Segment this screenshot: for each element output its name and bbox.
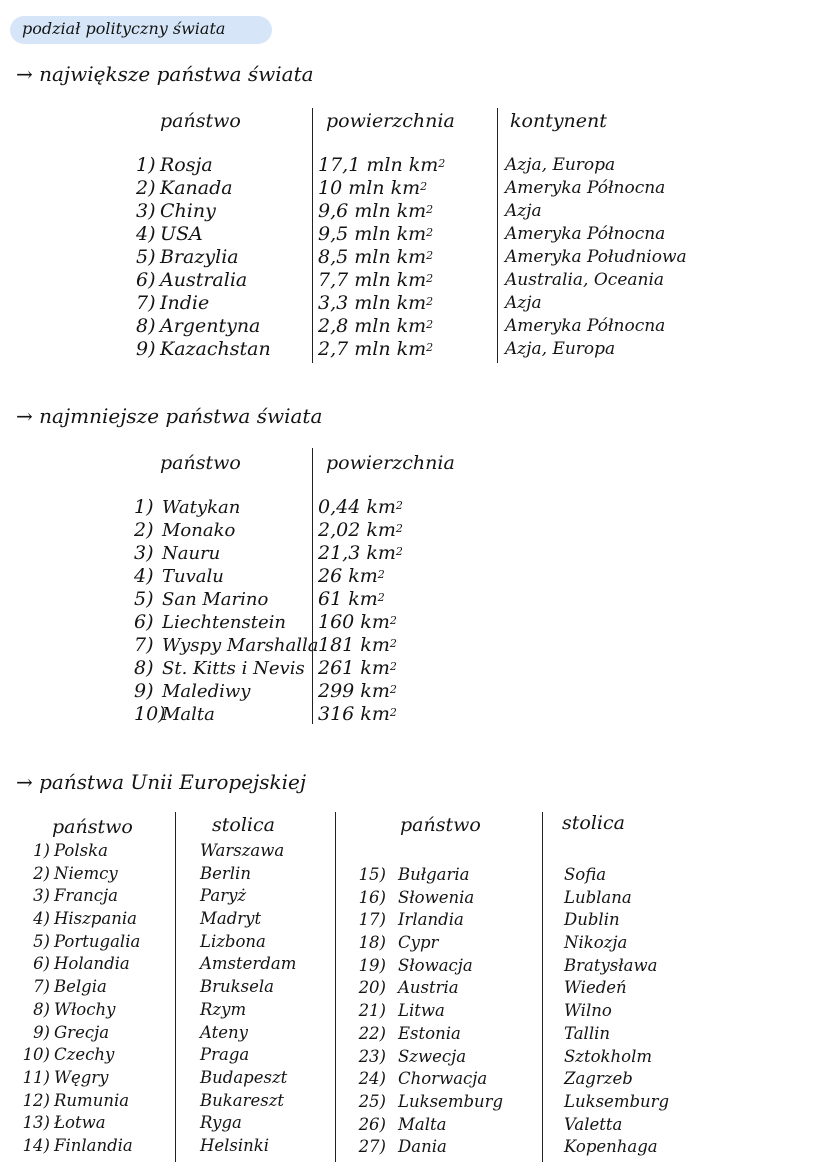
country-area: 316 $km^2$ <box>318 703 397 725</box>
capital-name: Bratysława <box>564 955 658 975</box>
eu-left-countries <box>54 840 140 1158</box>
largest-numbers <box>136 154 156 361</box>
row-number: 4) <box>136 223 156 245</box>
country-name: USA <box>160 223 203 245</box>
row-number: 2) <box>136 177 156 199</box>
country-name: Watykan <box>162 497 241 518</box>
eu-left-numbers <box>10 840 50 1158</box>
country-area: 299 $km^2$ <box>318 680 397 702</box>
country-name: Malta <box>398 1114 447 1134</box>
country-name: Polska <box>54 841 108 860</box>
country-name: Rumunia <box>54 1090 130 1110</box>
eu-right-numbers <box>348 864 386 1159</box>
country-continent: Azja <box>505 201 542 221</box>
largest-countries <box>160 154 271 361</box>
row-number: 14) <box>22 1135 50 1155</box>
eu-header-country-right: państwo <box>400 814 481 836</box>
capital-name: Sofia <box>564 865 607 884</box>
row-number: 1) <box>33 841 50 860</box>
country-name: Włochy <box>54 999 116 1019</box>
row-number: 21) <box>358 1001 386 1021</box>
country-continent: Ameryka Południowa <box>505 247 687 267</box>
country-continent: Azja, Europa <box>505 155 616 175</box>
row-number: 5) <box>136 246 156 268</box>
capital-name: Luksemburg <box>564 1091 670 1111</box>
country-name: Liechtenstein <box>162 612 286 633</box>
capital-name: Wiedeń <box>564 978 627 998</box>
country-area: 10 mln $km^2$ <box>318 177 428 199</box>
eu-right-countries <box>398 864 503 1159</box>
country-name: Argentyna <box>160 315 261 337</box>
row-number: 19) <box>358 955 386 975</box>
country-name: Nauru <box>162 543 221 564</box>
country-area: 17,1 mln $km^2$ <box>318 154 446 176</box>
capital-name: Sztokholm <box>564 1046 653 1066</box>
largest-header-area: powierzchnia <box>326 110 455 132</box>
country-area: 160 $km^2$ <box>318 611 397 633</box>
country-area: 21,3 $km^2$ <box>318 542 403 564</box>
smallest-numbers <box>134 496 166 726</box>
row-number: 1) <box>134 496 154 518</box>
country-name: Estonia <box>398 1023 461 1043</box>
largest-heading: → największe państwa świata <box>16 62 314 86</box>
country-area: 9,6 mln $km^2$ <box>318 200 434 222</box>
row-number: 18) <box>358 933 386 953</box>
country-name: Tuvalu <box>162 566 224 587</box>
country-continent: Azja, Europa <box>505 339 616 359</box>
row-number: 8) <box>136 315 156 337</box>
country-continent: Ameryka Północna <box>505 178 666 198</box>
country-name: Łotwa <box>54 1113 106 1133</box>
row-number: 16) <box>358 887 386 907</box>
eu-column-divider-2 <box>335 812 336 1162</box>
country-name: Malediwy <box>162 681 251 702</box>
capital-name: Valetta <box>564 1114 623 1134</box>
row-number: 23) <box>358 1046 386 1066</box>
row-number: 7) <box>136 292 156 314</box>
row-number: 2) <box>33 863 50 883</box>
largest-header-country: państwo <box>160 110 241 132</box>
largest-column-divider-1 <box>312 108 313 363</box>
eu-header-country-left: państwo <box>52 816 133 838</box>
row-number: 7) <box>33 977 50 997</box>
country-name: Niemcy <box>54 863 118 883</box>
smallest-header-country: państwo <box>160 452 241 474</box>
country-area: 261 $km^2$ <box>318 657 397 679</box>
country-area: 7,7 mln $km^2$ <box>318 269 434 291</box>
row-number: 1) <box>136 154 156 176</box>
eu-heading: → państwa Unii Europejskiej <box>16 770 307 794</box>
row-number: 15) <box>358 865 386 884</box>
country-name: Hiszpania <box>54 909 137 929</box>
capital-name: Paryż <box>200 886 247 906</box>
page-title: podział polityczny świata <box>22 19 226 38</box>
smallest-header-area: powierzchnia <box>326 452 455 474</box>
eu-header-capital-left: stolica <box>212 814 275 836</box>
country-area: 2,8 mln $km^2$ <box>318 315 434 337</box>
country-name: Luksemburg <box>398 1091 504 1111</box>
country-name: Belgia <box>54 977 107 997</box>
largest-column-divider-2 <box>497 108 498 363</box>
row-number: 9) <box>33 1022 50 1042</box>
country-name: Holandia <box>54 954 130 974</box>
country-continent: Ameryka Północna <box>505 316 666 336</box>
eu-column-divider-3 <box>542 812 543 1162</box>
capital-name: Zagrzeb <box>564 1069 633 1089</box>
capital-name: Tallin <box>564 1023 611 1043</box>
country-name: Chorwacja <box>398 1069 488 1089</box>
country-name: Wyspy Marshalla <box>162 635 319 656</box>
country-continent: Azja <box>505 293 542 313</box>
country-name: Węgry <box>54 1067 109 1087</box>
row-number: 9) <box>134 680 154 702</box>
capital-name: Wilno <box>564 1001 612 1021</box>
country-name: Australia <box>160 269 248 291</box>
capital-name: Berlin <box>200 863 251 883</box>
eu-column-divider-1 <box>175 812 176 1162</box>
capital-name: Nikozja <box>564 933 628 953</box>
country-area: 0,44 $km^2$ <box>318 496 403 518</box>
row-number: 17) <box>358 910 386 930</box>
row-number: 22) <box>358 1023 386 1043</box>
capital-name: Rzym <box>200 999 247 1019</box>
country-name: Czechy <box>54 1045 115 1065</box>
country-name: Malta <box>162 704 215 725</box>
row-number: 3) <box>136 200 156 222</box>
country-name: Cypr <box>398 933 439 953</box>
row-number: 10) <box>22 1045 50 1065</box>
country-name: Austria <box>398 978 459 998</box>
capital-name: Lublana <box>564 887 632 907</box>
largest-continents <box>505 154 687 361</box>
row-number: 8) <box>134 657 154 679</box>
largest-header-continent: kontynent <box>510 110 607 132</box>
row-number: 25) <box>358 1091 386 1111</box>
row-number: 20) <box>358 978 386 998</box>
country-area: 3,3 mln $km^2$ <box>318 292 434 314</box>
row-number: 13) <box>22 1113 50 1133</box>
country-area: 61 $km^2$ <box>318 588 385 610</box>
country-name: Bułgaria <box>398 865 470 884</box>
row-number: 26) <box>358 1114 386 1134</box>
capital-name: Madryt <box>200 909 262 929</box>
country-name: Irlandia <box>398 910 464 930</box>
country-name: Słowacja <box>398 955 473 975</box>
country-name: Rosja <box>160 154 213 176</box>
capital-name: Lizbona <box>200 931 266 951</box>
country-continent: Australia, Oceania <box>505 270 665 290</box>
country-name: Kazachstan <box>160 338 271 360</box>
country-continent: Ameryka Północna <box>505 224 666 244</box>
capital-name: Dublin <box>564 910 620 930</box>
row-number: 6) <box>136 269 156 291</box>
country-name: Indie <box>160 292 210 314</box>
country-name: Brazylia <box>160 246 239 268</box>
country-name: Portugalia <box>54 931 141 951</box>
country-name: Finlandia <box>54 1135 133 1155</box>
country-name: Monako <box>162 520 236 541</box>
row-number: 3) <box>33 886 50 906</box>
country-name: Grecja <box>54 1022 110 1042</box>
capital-name: Budapeszt <box>200 1067 288 1087</box>
eu-header-capital-right: stolica <box>562 812 625 834</box>
smallest-areas <box>318 496 403 726</box>
row-number: 4) <box>134 565 154 587</box>
country-name: Chiny <box>160 200 216 222</box>
row-number: 27) <box>358 1137 386 1157</box>
row-number: 2) <box>134 519 154 541</box>
country-name: St. Kitts i Nevis <box>162 658 305 679</box>
country-area: 181 $km^2$ <box>318 634 397 656</box>
country-area: 2,7 mln $km^2$ <box>318 338 434 360</box>
capital-name: Helsinki <box>200 1135 270 1155</box>
country-area: 2,02 $km^2$ <box>318 519 403 541</box>
row-number: 4) <box>33 909 50 929</box>
country-name: Kanada <box>160 177 233 199</box>
row-number: 11) <box>22 1067 50 1087</box>
country-name: San Marino <box>162 589 269 610</box>
row-number: 3) <box>134 542 154 564</box>
capital-name: Kopenhaga <box>564 1137 658 1157</box>
country-area: 26 $km^2$ <box>318 565 385 587</box>
smallest-countries <box>162 496 319 726</box>
row-number: 9) <box>136 338 156 360</box>
largest-areas <box>318 154 445 361</box>
capital-name: Bukareszt <box>200 1090 285 1110</box>
row-number: 10) <box>134 703 166 725</box>
capital-name: Warszawa <box>200 841 285 860</box>
country-name: Słowenia <box>398 887 475 907</box>
capital-name: Ateny <box>200 1022 248 1042</box>
country-name: Szwecja <box>398 1046 467 1066</box>
country-name: Dania <box>398 1137 447 1157</box>
capital-name: Amsterdam <box>200 954 297 974</box>
row-number: 6) <box>33 954 50 974</box>
country-name: Litwa <box>398 1001 445 1021</box>
capital-name: Ryga <box>200 1113 242 1133</box>
country-area: 9,5 mln $km^2$ <box>318 223 434 245</box>
country-name: Francja <box>54 886 118 906</box>
row-number: 5) <box>134 588 154 610</box>
capital-name: Praga <box>200 1045 250 1065</box>
row-number: 12) <box>22 1090 50 1110</box>
row-number: 6) <box>134 611 154 633</box>
capital-name: Bruksela <box>200 977 274 997</box>
smallest-heading: → najmniejsze państwa świata <box>16 404 323 428</box>
row-number: 5) <box>33 931 50 951</box>
row-number: 7) <box>134 634 154 656</box>
eu-right-capitals <box>564 864 669 1159</box>
row-number: 8) <box>33 999 50 1019</box>
country-area: 8,5 mln $km^2$ <box>318 246 434 268</box>
row-number: 24) <box>358 1069 386 1089</box>
eu-left-capitals <box>200 840 296 1158</box>
